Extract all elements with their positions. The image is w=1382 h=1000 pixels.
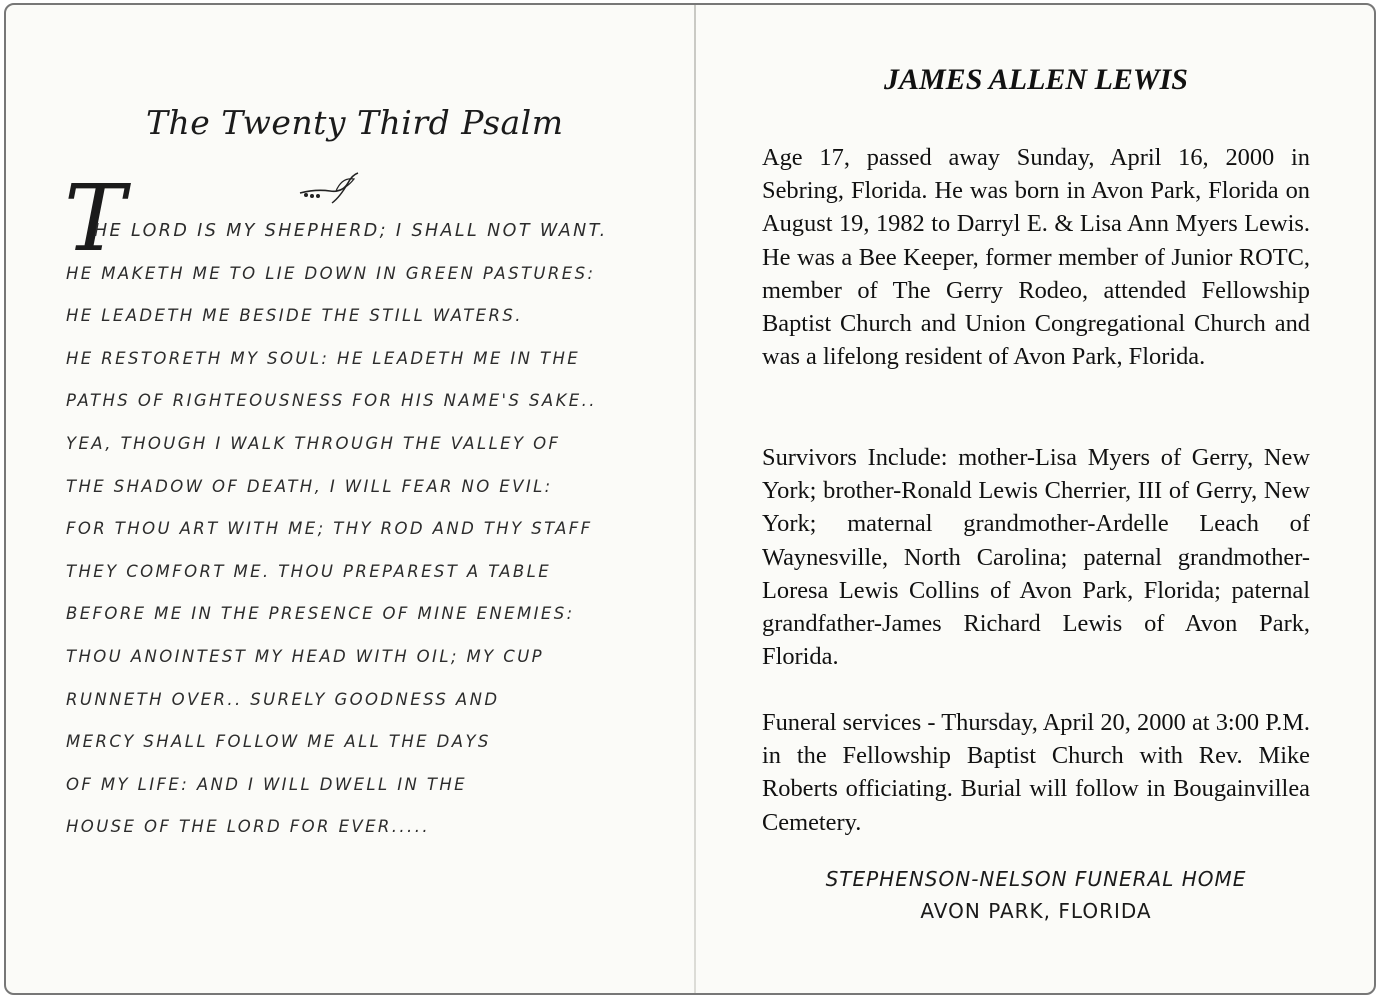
psalm-line: FOR THOU ART WITH ME; THY ROD AND THY STAFF	[66, 519, 593, 539]
psalm-line: THEY COMFORT ME. THOU PREPAREST A TABLE	[66, 561, 552, 581]
psalm-line: HE RESTORETH MY SOUL: HE LEADETH ME IN THE	[66, 348, 581, 368]
psalm-line: MERCY SHALL FOLLOW ME ALL THE DAYS	[66, 732, 491, 752]
psalm-line: RUNNETH OVER.. SURELY GOODNESS AND	[66, 689, 500, 709]
deceased-name: JAMES ALLEN LEWIS	[884, 63, 1188, 96]
drop-cap: T	[64, 165, 126, 272]
memorial-card	[4, 3, 1376, 995]
psalm-line: OF MY LIFE: AND I WILL DWELL IN THE	[66, 774, 468, 794]
survivors-paragraph: Survivors Include: mother-Lisa Myers of Gerry, New York; brother-Ronald Lewis Cherrier, III of Gerry, New York; maternal grandmother-Ardelle Leach of Waynesville, North Carolina; paternal grandmother-Loresa Lewis Collins of Avon Park, Florida; paternal grandfather-James Richard Lewis of Avon Park, Florida.	[762, 444, 1310, 671]
psalm-line: HE MAKETH ME TO LIE DOWN IN GREEN PASTURES:	[66, 263, 596, 283]
psalm-line: YEA, THOUGH I WALK THROUGH THE VALLEY OF	[66, 433, 561, 453]
psalm-title: The Twenty Third Psalm	[146, 103, 564, 142]
funeral-home-location: AVON PARK, FLORIDA	[920, 899, 1152, 923]
psalm-line: BEFORE ME IN THE PRESENCE OF MINE ENEMIES:	[66, 604, 575, 624]
flourish-icon	[296, 167, 366, 207]
psalm-text	[66, 210, 626, 849]
psalm-line: PATHS OF RIGHTEOUSNESS FOR HIS NAME'S SAKE..	[66, 391, 597, 411]
psalm-line: THOU ANOINTEST MY HEAD WITH OIL; MY CUP	[66, 646, 545, 666]
psalm-line: THE SHADOW OF DEATH, I WILL FEAR NO EVIL:	[66, 476, 553, 496]
psalm-line: HE LEADETH ME BESIDE THE STILL WATERS.	[66, 306, 523, 326]
funeral-home-name: STEPHENSON-NELSON FUNERAL HOME	[825, 867, 1247, 891]
psalm-line: HOUSE OF THE LORD FOR EVER.....	[66, 817, 430, 837]
psalm-line: HE LORD IS MY SHEPHERD; I SHALL NOT WANT.	[94, 221, 608, 241]
right-page	[696, 5, 1376, 993]
services-paragraph: Funeral services - Thursday, April 20, 2000 at 3:00 P.M. in the Fellowship Baptist Church with Rev. Mike Roberts officiating. Burial will follow in Bougainvillea Cemetery.	[762, 709, 1310, 836]
obituary-paragraph: Age 17, passed away Sunday, April 16, 2000 in Sebring, Florida. He was born in Avon Park, Florida on August 19, 1982 to Darryl E. & Lisa Ann Myers Lewis. He was a Bee Keeper, former member of Junior ROTC, member of The Gerry Rodeo, attended Fellowship Baptist Church and Union Congregational Church and was a lifelong resident of Avon Park, Florida.	[762, 144, 1310, 371]
left-page	[6, 5, 692, 993]
